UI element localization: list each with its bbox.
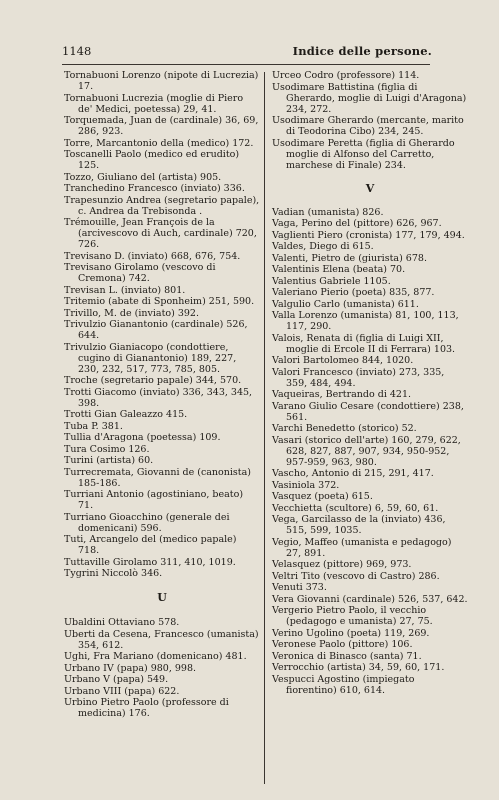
index-entry: Usodimare Peretta (figlia di Gherardo moglie di Alfonso del Carretto, marchese di Finale) 234. — [272, 137, 455, 171]
index-entry: Valentinis Elena (beata) 70. — [272, 264, 406, 275]
index-entry: Tygrini Niccolò 346. — [64, 568, 163, 579]
index-entry: Vegio, Maffeo (umanista e pedagogo) 27, 891. — [272, 536, 452, 559]
index-entry: Usodimare Gherardo (mercante, marito di Teodorina Cibo) 234, 245. — [272, 115, 464, 137]
index-entry: Urbano V (papa) 549. — [64, 674, 169, 685]
index-entry: Tuba P. 381. — [64, 420, 123, 432]
index-entry: Trotti Giacomo (inviato) 336, 343, 345, 398. — [64, 386, 253, 409]
index-entry: Valori Bartolomeo 844, 1020. — [272, 355, 414, 366]
page-number: 1148 — [62, 44, 92, 58]
header-rule — [62, 64, 430, 65]
index-entry: Veronica di Binasco (santa) 71. — [272, 650, 422, 662]
index-entry: Torquemada, Juan de (cardinale) 36, 69, 286, 923. — [64, 115, 259, 137]
index-entry: Urbino Pietro Paolo (professore di medicina) 176. — [64, 697, 229, 719]
index-entry: Varchi Benedetto (storico) 52. — [272, 423, 417, 434]
index-entry: Toscanelli Paolo (medico ed erudito) 125. — [64, 149, 240, 171]
index-entry: Tuti, Arcangelo del (medico papale) 718. — [64, 534, 237, 556]
index-entry: Tornabuoni Lucrezia (moglie di Piero de' Medici, poetessa) 29, 41. — [64, 92, 244, 115]
index-entry: Tuttaville Girolamo 311, 410, 1019. — [64, 556, 236, 568]
index-entries-u-cont — [272, 70, 468, 171]
index-entry: Tritemio (abate di Sponheim) 251, 590. — [64, 296, 255, 307]
index-entry: Valentius Gabriele 1105. — [272, 275, 391, 287]
index-entry: Tranchedino Francesco (inviato) 336. — [64, 183, 245, 194]
index-entry: Velasquez (pittore) 969, 973. — [272, 559, 412, 570]
index-entry: Usodimare Battistina (figlia di Gherardo, moglie di Luigi d'Aragona) 234, 272. — [272, 81, 467, 115]
section-letter-u: U — [157, 591, 167, 604]
index-entry: Urbano VIII (papa) 622. — [64, 685, 180, 697]
index-entry: Valori Francesco (inviato) 273, 335, 359, 484, 494. — [272, 366, 445, 389]
index-entry: Valgulio Carlo (umanista) 611. — [272, 298, 419, 310]
index-entry: Turriani Antonio (agostiniano, beato) 71. — [64, 489, 244, 511]
index-entry: Veltri Tito (vescovo di Castro) 286. — [272, 570, 440, 582]
index-entry: Vasiniola 372. — [272, 479, 340, 491]
index-entry: Verino Ugolino (poeta) 119, 269. — [272, 627, 430, 639]
index-entry: Troche (segretario papale) 344, 570. — [64, 375, 242, 386]
index-entry: Vasquez (poeta) 615. — [272, 491, 373, 502]
index-entries-v — [272, 207, 468, 696]
index-entry: Tura Cosimo 126. — [64, 443, 150, 455]
index-entry: Urceo Codro (professore) 114. — [272, 70, 420, 81]
column-divider — [264, 72, 265, 784]
index-entry: Valla Lorenzo (umanista) 81, 100, 113, 117, 290. — [272, 310, 459, 332]
index-entry: Vaglienti Piero (cronista) 177, 179, 494. — [272, 229, 465, 241]
section-letter-v: V — [365, 181, 375, 195]
index-entry: Vasari (storico dell'arte) 160, 279, 622, 628, 827, 887, 907, 934, 950-952, 957-959, 963, 980. — [272, 434, 461, 468]
index-entry: Trivillo, M. de (inviato) 392. — [64, 307, 199, 319]
index-entry: Varano Giulio Cesare (condottiere) 238, 561. — [272, 400, 464, 423]
index-entry: Trotti Gian Galeazzo 415. — [64, 409, 188, 420]
index-entry: Verrocchio (artista) 34, 59, 60, 171. — [272, 662, 445, 673]
index-entry: Ubaldini Ottaviano 578. — [64, 617, 180, 628]
index-entry: Vega, Garcilasso de la (inviato) 436, 515, 599, 1035. — [272, 514, 446, 536]
index-entry: Trevisan L. (inviato) 801. — [64, 284, 186, 296]
index-entry: Valeriano Pierio (poeta) 835, 877. — [272, 287, 435, 298]
index-entry: Vadian (umanista) 826. — [272, 206, 384, 218]
index-entry: Vecchietta (scultore) 6, 59, 60, 61. — [272, 502, 439, 514]
index-entry: Valenti, Pietro de (giurista) 678. — [272, 252, 427, 264]
index-entries-u — [64, 617, 260, 719]
index-entry: Trivulzio Gianantonio (cardinale) 526, 644. — [64, 319, 248, 341]
index-entry: Tozzo, Giuliano del (artista) 905. — [64, 171, 222, 183]
index-entry: Trevisano Girolamo (vescovo di Cremona) 742. — [64, 262, 216, 284]
index-entry: Vaga, Perino del (pittore) 626, 967. — [272, 218, 442, 229]
index-entry: Trevisano D. (inviato) 668, 676, 754. — [64, 250, 241, 262]
index-entry: Torre, Marcantonio della (medico) 172. — [64, 137, 254, 149]
index-entry: Valdes, Diego di 615. — [272, 241, 374, 252]
index-entries-t — [64, 70, 260, 579]
index-entry: Trapesunzio Andrea (segretario papale), c. Andrea da Trebisonda . — [64, 194, 260, 217]
running-title: Indice delle persone. — [292, 44, 432, 58]
index-entry: Venuti 373. — [272, 582, 327, 593]
right-column — [272, 70, 468, 696]
index-entry: Ughi, Fra Mariano (domenicano) 481. — [64, 651, 247, 662]
index-entry: Valois, Renata di (figlia di Luigi XII, moglie di Ercole II di Ferrara) 103. — [272, 332, 456, 355]
index-entry: Trémouille, Jean François de la (arcivescovo di Auch, cardinale) 720, 726. — [64, 217, 257, 250]
index-entry: Turriano Gioacchino (generale dei domenicani) 596. — [64, 511, 230, 534]
index-entry: Turrecremata, Giovanni de (canonista) 185-186. — [64, 466, 251, 489]
index-entry: Vascho, Antonio di 215, 291, 417. — [272, 468, 434, 479]
index-entry: Vaqueiras, Bertrando di 421. — [272, 389, 412, 400]
index-entry: Tullia d'Aragona (poetessa) 109. — [64, 432, 221, 443]
left-column — [64, 70, 260, 720]
index-entry: Vergerio Pietro Paolo, il vecchio (pedagogo e umanista) 27, 75. — [272, 605, 433, 627]
index-entry: Trivulzio Gianiacopo (condottiere, cugino di Gianantonio) 189, 227, 230, 232, 517, 773, 785, 805. — [64, 341, 237, 375]
index-entry: Uberti da Cesena, Francesco (umanista) 354, 612. — [64, 628, 259, 651]
index-entry: Vespucci Agostino (impiegato fiorentino) 610, 614. — [272, 673, 415, 696]
index-entry: Veronese Paolo (pittore) 106. — [272, 639, 413, 650]
index-entry: Turini (artista) 60. — [64, 455, 154, 466]
index-entry: Vera Giovanni (cardinale) 526, 537, 642. — [272, 593, 468, 605]
index-entry: Tornabuoni Lorenzo (nipote di Lucrezia) 17. — [64, 70, 259, 92]
index-entry: Urbano IV (papa) 980, 998. — [64, 662, 197, 674]
page-header — [62, 44, 432, 58]
